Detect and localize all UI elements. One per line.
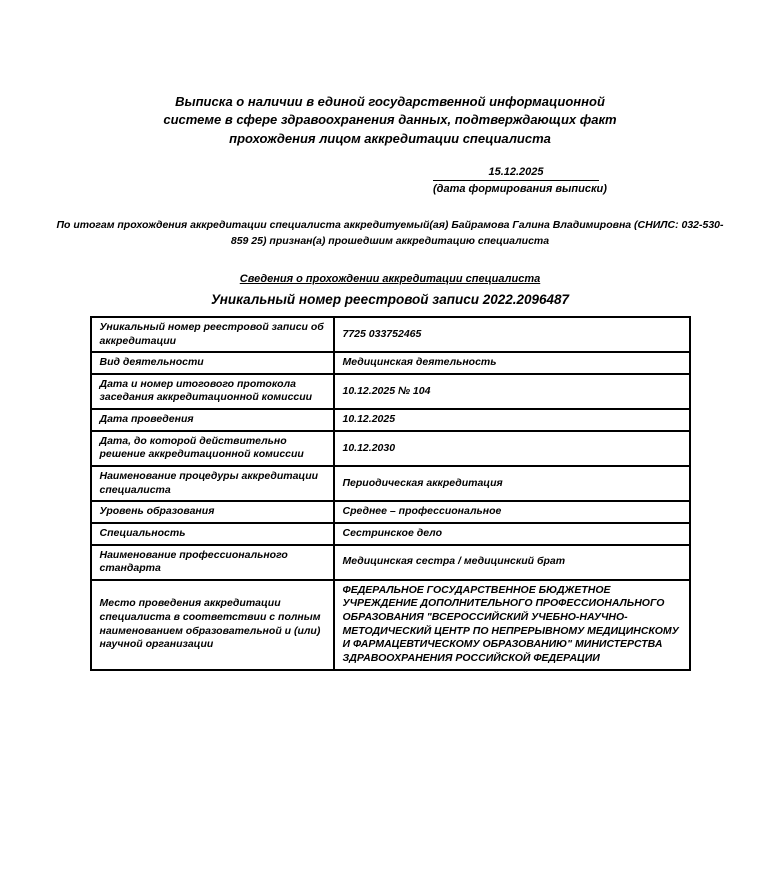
table-row <box>91 317 690 352</box>
row-value: 7725 033752465 <box>334 317 690 352</box>
accreditation-table <box>90 316 691 671</box>
extract-date: 15.12.2025 <box>433 166 599 181</box>
extract-date-caption: (дата формирования выписки) <box>433 183 607 196</box>
intro-paragraph: По итогам прохождения аккредитации специалиста аккредитуемый(ая) Байрамова Галина Владимировна (СНИЛС: 032-530-859 25) признан(а) прошедшим аккредитацию специалиста <box>56 219 724 248</box>
section-heading: Сведения о прохождении аккредитации специалиста <box>239 272 541 285</box>
row-value: Периодическая аккредитация <box>334 466 690 501</box>
row-value: Сестринское дело <box>334 523 690 545</box>
row-value: 10.12.2025 № 104 <box>334 374 690 409</box>
row-value: Среднее – профессиональное <box>334 501 690 523</box>
row-value: 10.12.2030 <box>334 431 690 466</box>
table-row <box>91 523 690 545</box>
date-block <box>433 166 607 196</box>
row-value: 10.12.2025 <box>334 409 690 431</box>
row-label: Уникальный номер реестровой записи об аккредитации <box>91 317 334 352</box>
table-row <box>91 580 690 670</box>
row-label: Уровень образования <box>91 501 334 523</box>
row-label: Наименование процедуры аккредитации специалиста <box>91 466 334 501</box>
table-row <box>91 431 690 466</box>
row-label: Дата и номер итогового протокола заседания аккредитационной комиссии <box>91 374 334 409</box>
row-value: Медицинская деятельность <box>334 352 690 374</box>
registry-heading: Уникальный номер реестровой записи 2022.2096487 <box>210 291 570 307</box>
row-label: Вид деятельности <box>91 352 334 374</box>
row-label: Наименование профессионального стандарта <box>91 545 334 580</box>
table-row <box>91 545 690 580</box>
table-row <box>91 501 690 523</box>
row-value: ФЕДЕРАЛЬНОЕ ГОСУДАРСТВЕННОЕ БЮДЖЕТНОЕ УЧРЕЖДЕНИЕ ДОПОЛНИТЕЛЬНОГО ПРОФЕССИОНАЛЬНОГО ОБРАЗОВАНИЯ "ВСЕРОССИЙСКИЙ УЧЕБНО-НАУЧНО-МЕТОДИЧЕСКИЙ ЦЕНТР ПО НЕПРЕРЫВНОМУ МЕДИЦИНСКОМУ И ФАРМАЦЕВТИЧЕСКОМУ ОБРАЗОВАНИЮ" МИНИСТЕРСТВА ЗДРАВООХРАНЕНИЯ РОССИЙСКОЙ ФЕДЕРАЦИИ <box>334 580 690 670</box>
row-label: Дата, до которой действительно решение аккредитационной комиссии <box>91 431 334 466</box>
row-value: Медицинская сестра / медицинский брат <box>334 545 690 580</box>
table-row <box>91 374 690 409</box>
table-row <box>91 409 690 431</box>
row-label: Дата проведения <box>91 409 334 431</box>
row-label: Специальность <box>91 523 334 545</box>
row-label: Место проведения аккредитации специалиста в соответствии с полным наименованием образовательной и (или) научной организации <box>91 580 334 670</box>
document-title: Выписка о наличии в единой государственной информационной системе в сфере здравоохранения данных, подтверждающих факт прохождения лицом аккредитации специалиста <box>163 94 617 146</box>
table-row <box>91 466 690 501</box>
table-row <box>91 352 690 374</box>
accreditation-table-body <box>91 317 690 670</box>
